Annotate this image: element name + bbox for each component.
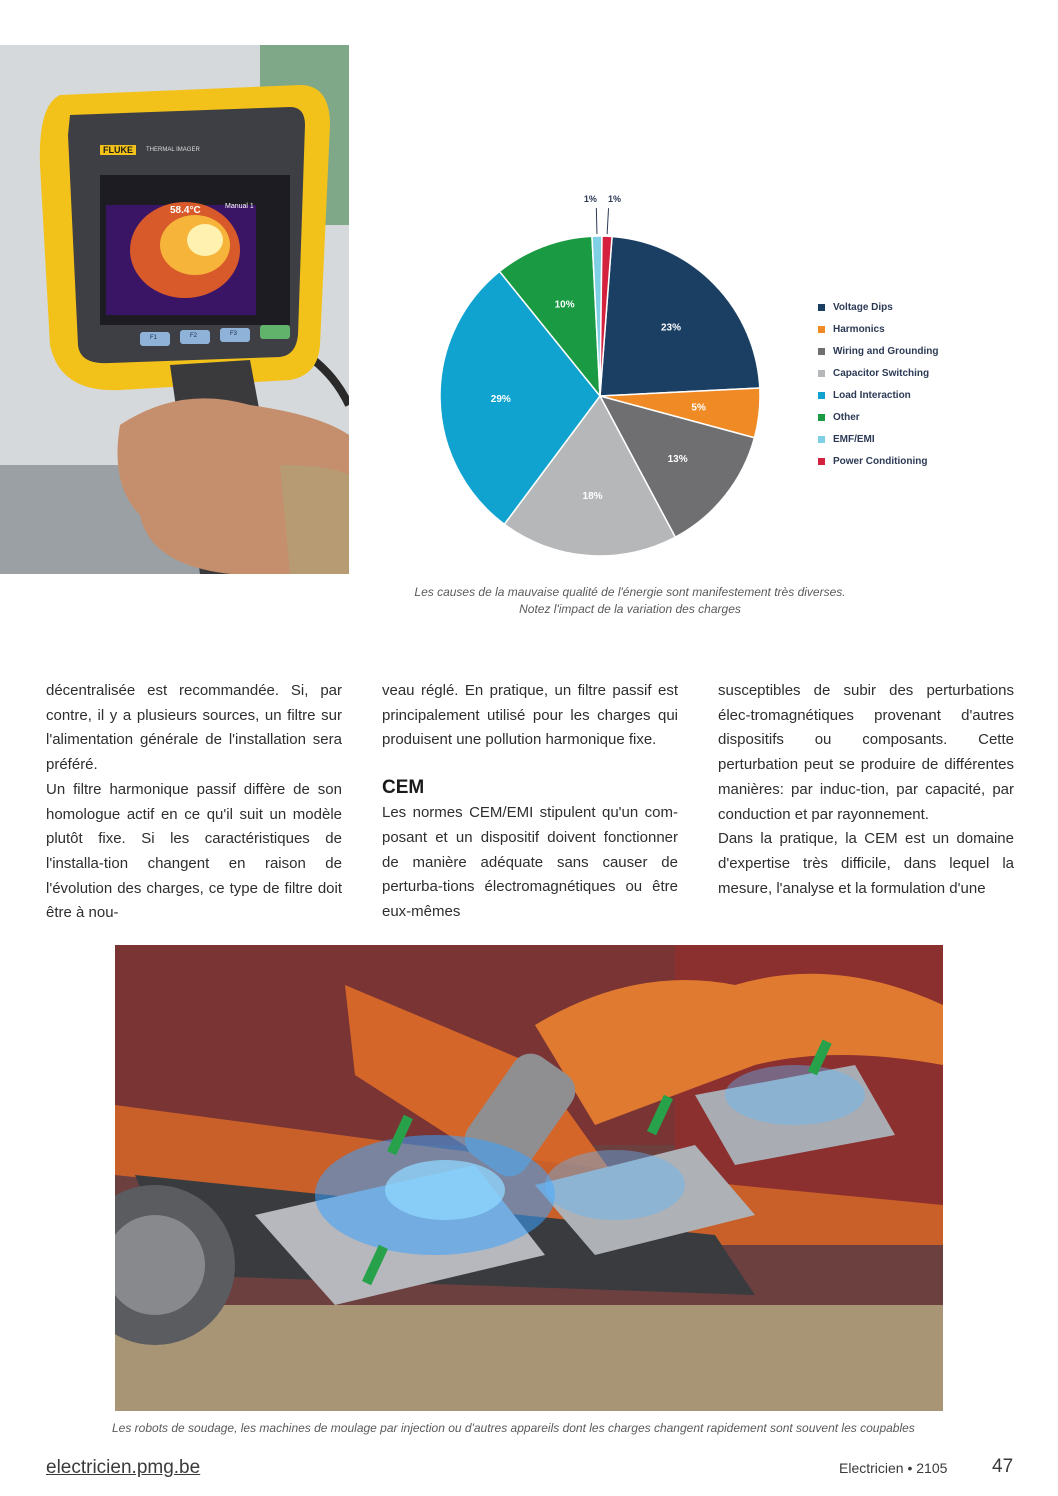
legend-label: Other: [833, 411, 860, 423]
legend-item: [818, 340, 938, 362]
camera-button-f1: F1: [150, 335, 158, 341]
pie-leader-line: [607, 208, 608, 234]
pie-label: 1%: [608, 194, 622, 205]
legend-label: Power Conditioning: [833, 455, 928, 467]
footer-magazine-issue: Electricien • 2105: [839, 1460, 948, 1476]
pie-leader-line: [596, 208, 597, 234]
article-column-3: [718, 679, 1014, 901]
pie-label: 5%: [691, 402, 706, 414]
pie-slice-voltage-dips: [600, 236, 760, 396]
legend-item: [818, 318, 938, 340]
legend-item: [818, 450, 938, 472]
legend-swatch: [818, 436, 825, 443]
legend-item: [818, 406, 938, 428]
article-column-1: [46, 679, 342, 926]
welding-robot-photo: [115, 945, 943, 1411]
legend-item: [818, 362, 938, 384]
camera-mode-label: Manual 1: [225, 203, 254, 210]
pie-label: 29%: [490, 393, 511, 405]
camera-button-f2: F2: [190, 333, 198, 339]
legend-label: EMF/EMI: [833, 433, 875, 445]
legend-swatch: [818, 458, 825, 465]
article-paragraph: Un filtre harmonique passif diffère de son homologue actif en ce qu'il suit un modèle plutôt fixe. Si les caractéristiques de l'installa-tion changent en raison de l'évolution des charges, ce type de filtre doit être à nou-: [46, 780, 342, 922]
footer-website-link[interactable]: electricien.pmg.be: [46, 1457, 201, 1478]
pie-label: 1%: [583, 194, 597, 205]
pie-chart-svg: [380, 190, 760, 570]
legend-label: Load Interaction: [833, 389, 911, 401]
legend-label: Capacitor Switching: [833, 367, 930, 379]
legend-swatch: [818, 348, 825, 355]
article-column-2: [382, 679, 678, 925]
legend-swatch: [818, 326, 825, 333]
pie-chart: [380, 190, 1000, 570]
legend-label: Harmonics: [833, 323, 885, 335]
chart-caption-line-2: Notez l'impact de la variation des charges: [519, 602, 741, 616]
chart-caption: [380, 584, 880, 618]
page-number: 47: [992, 1456, 1014, 1477]
article-paragraph: susceptibles de subir des perturbations élec-tromagnétiques provenant d'autres dispositifs ou composants. Cette perturbation peut se produire de différentes manières: par induc-tion, par capacité, par conduction et par rayonnement.: [718, 682, 1014, 823]
camera-button-f3: F3: [230, 331, 238, 337]
legend-swatch: [818, 370, 825, 377]
legend-swatch: [818, 392, 825, 399]
legend-swatch: [818, 414, 825, 421]
legend-label: Voltage Dips: [833, 301, 893, 313]
article-paragraph: Dans la pratique, la CEM est un domaine d'expertise très difficile, dans lequel la mesure, l'analyse et la formulation d'une: [718, 830, 1014, 897]
camera-temperature-readout: 58.4°C: [170, 205, 201, 216]
camera-model-label: THERMAL IMAGER: [146, 147, 200, 153]
camera-brand-label: FLUKE: [100, 145, 136, 155]
pie-label: 18%: [582, 490, 603, 502]
chart-caption-line-1: Les causes de la mauvaise qualité de l'énergie sont manifestement très diverses.: [414, 585, 846, 599]
pie-label: 13%: [667, 453, 688, 465]
section-heading-cem: CEM: [382, 777, 425, 799]
article-paragraph: décentralisée est recommandée. Si, par contre, il y a plusieurs sources, un filtre sur l'alimentation générale de l'installation sera préféré.: [46, 682, 342, 774]
pie-label: 10%: [554, 299, 575, 311]
article-paragraph: Les normes CEM/EMI stipulent qu'un com-posant et un dispositif doivent fonctionner de manière adéquate sans causer de perturba-tions électromagnétiques ou être eux-mêmes: [382, 804, 678, 920]
thermal-camera-photo: [0, 45, 349, 574]
legend-item: [818, 428, 938, 450]
legend-label: Wiring and Grounding: [833, 345, 939, 357]
pie-label: 23%: [661, 322, 682, 334]
legend-swatch: [818, 304, 825, 311]
article-paragraph: veau réglé. En pratique, un filtre passif est principalement utilisé pour les charges qui produisent une pollution harmonique fixe.: [382, 682, 678, 749]
legend-item: [818, 384, 938, 406]
legend-item: [818, 296, 938, 318]
chart-legend: [818, 296, 938, 472]
robot-photo-caption: Les robots de soudage, les machines de moulage par injection ou d'autres appareils dont les charges changent rapidement sont souvent les coupables: [112, 1421, 915, 1435]
